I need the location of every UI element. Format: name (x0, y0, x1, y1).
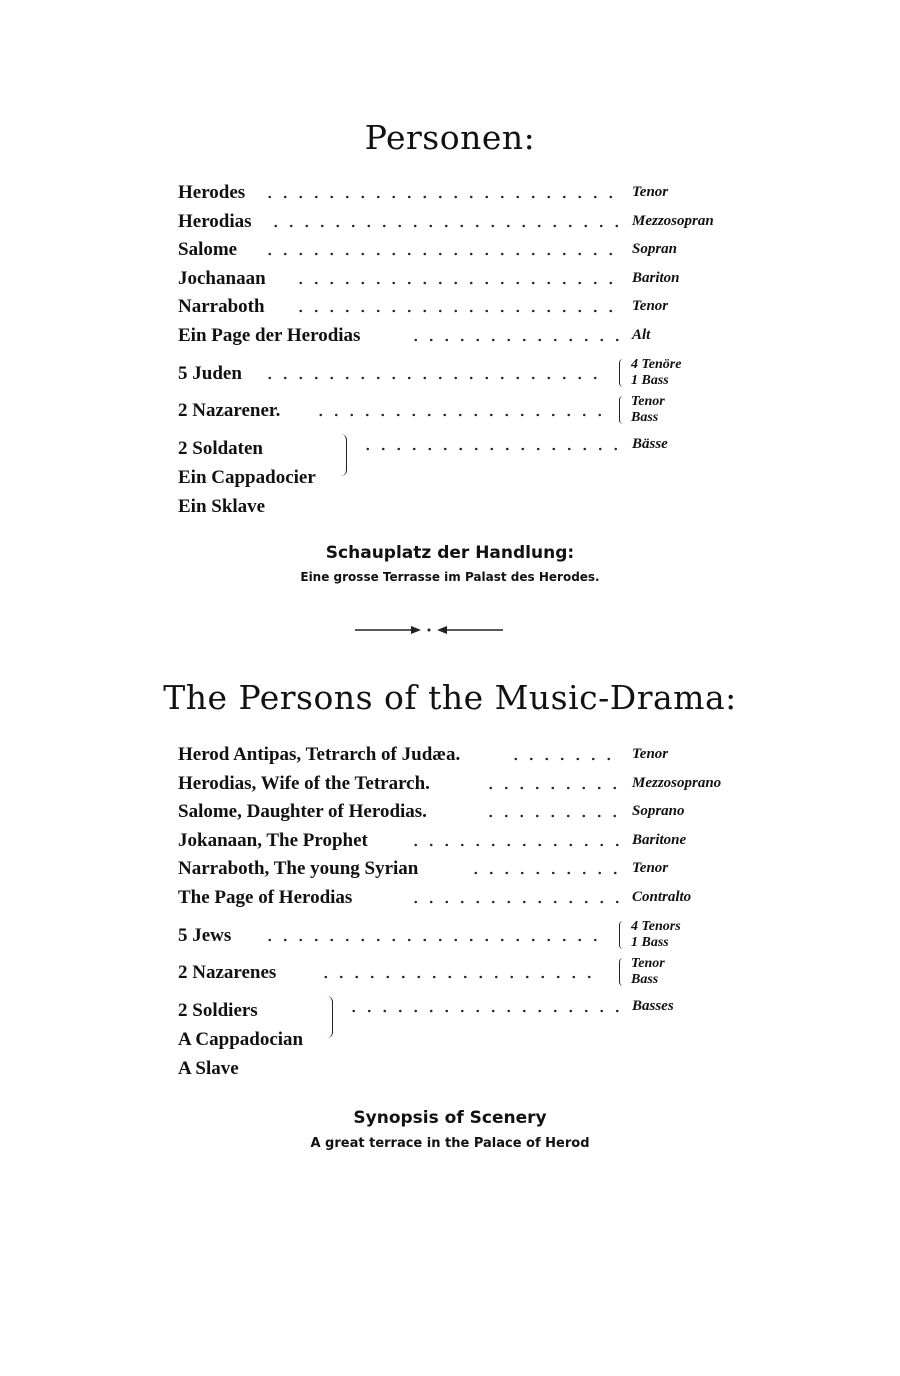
cast-row (178, 885, 778, 914)
cast-row (178, 294, 778, 323)
role-name: 2 Soldaten (178, 434, 778, 463)
dot-leader (468, 870, 622, 876)
voice-type: Baritone (632, 831, 687, 848)
voice-type: Bass (631, 971, 659, 987)
cast-row (178, 771, 778, 800)
english-title: The Persons of the Music-Drama: (163, 678, 737, 717)
cast-row (178, 828, 778, 857)
dot-leader (408, 899, 622, 905)
german-cast-list (178, 180, 778, 521)
role-name: Salome (178, 239, 238, 260)
cast-row (178, 955, 778, 989)
dot-leader (508, 756, 622, 762)
cast-row (178, 323, 778, 352)
dot-leader (408, 842, 622, 848)
scene-text: A great terrace in the Palace of Herod (310, 1136, 590, 1151)
voice-pair (619, 919, 681, 951)
voice-type: Bass (631, 409, 659, 425)
role-name: Ein Page der Herodias (178, 324, 361, 346)
cast-group (178, 996, 778, 1083)
role-name: Jokanaan, The Prophet (178, 829, 368, 851)
dot-leader (293, 308, 622, 314)
dot-leader (293, 280, 622, 286)
dot-leader (483, 785, 622, 791)
cast-row (178, 180, 778, 209)
voice-type: Tenor (631, 955, 665, 971)
voice-type: 1 Bass (631, 373, 669, 388)
role-name: Herodias (178, 210, 252, 232)
scene-heading: Synopsis of Scenery (353, 1108, 547, 1128)
voice-pair (619, 357, 681, 389)
scene-text: Eine grosse Terrasse im Palast des Herodes. (300, 570, 600, 584)
role-name: Herod Antipas, Tetrarch of Judæa. (178, 744, 461, 765)
role-name: Salome, Daughter of Herodias. (178, 801, 427, 822)
role-name: Ein Cappadocier (178, 463, 778, 492)
brace-icon (619, 359, 624, 387)
brace-icon (326, 996, 333, 1038)
voice-type: Mezzosoprano (632, 774, 722, 791)
role-name: The Page of Herodias (178, 886, 353, 908)
voice-type: Tenor (632, 746, 669, 762)
cast-row (178, 919, 778, 952)
dot-leader (346, 1008, 622, 1014)
dot-leader (313, 412, 602, 418)
role-name: 2 Soldiers (178, 996, 778, 1025)
voice-type: Tenor (631, 393, 665, 409)
dot-leader (262, 375, 602, 381)
role-name: 2 Nazarener. (178, 399, 281, 421)
role-name: A Cappadocian (178, 1025, 778, 1054)
voice-type: 4 Tenors (631, 919, 681, 934)
voice-type: Bässe (632, 436, 668, 452)
voice-type: 1 Bass (631, 935, 669, 950)
cast-row (178, 742, 778, 771)
dot-leader (318, 974, 602, 980)
voice-pair (619, 956, 665, 988)
role-name: Herodes (178, 182, 246, 203)
brace-icon (340, 434, 347, 476)
brace-icon (619, 921, 624, 949)
ornament-divider-icon (355, 624, 503, 636)
voice-type: Tenor (632, 860, 669, 876)
role-name: 2 Nazarenes (178, 961, 277, 983)
cast-row (178, 266, 778, 295)
cast-row (178, 856, 778, 885)
cast-row (178, 237, 778, 266)
role-name: Narraboth, The young Syrian (178, 858, 419, 879)
cast-row (178, 357, 778, 390)
german-title: Personen: (364, 118, 536, 157)
voice-type: Tenor (632, 184, 669, 200)
cast-row (178, 393, 778, 427)
voice-type: Bariton (632, 269, 680, 286)
role-name: 5 Jews (178, 925, 232, 946)
dot-leader (262, 194, 622, 200)
role-name: 5 Juden (178, 363, 242, 384)
dot-leader (262, 937, 602, 943)
dot-leader (268, 223, 622, 229)
voice-pair (619, 394, 665, 426)
voice-type: Tenor (632, 298, 669, 314)
dot-leader (360, 446, 622, 452)
brace-icon (619, 958, 624, 986)
cast-row (178, 799, 778, 828)
english-cast-list (178, 742, 778, 1083)
voice-type: Alt (632, 326, 651, 343)
voice-type: Contralto (632, 888, 692, 905)
role-name: Jochanaan (178, 267, 266, 289)
voice-type: 4 Tenöre (631, 357, 682, 372)
role-name: Herodias, Wife of the Tetrarch. (178, 772, 430, 794)
role-name: Narraboth (178, 296, 265, 317)
brace-icon (619, 396, 624, 424)
voice-type: Mezzosopran (632, 212, 714, 229)
role-name: A Slave (178, 1054, 778, 1083)
scene-heading: Schauplatz der Handlung: (325, 543, 575, 563)
voice-type: Basses (632, 998, 674, 1014)
cast-row (178, 209, 778, 238)
voice-type: Soprano (632, 803, 685, 819)
dot-leader (408, 337, 622, 343)
cast-group (178, 434, 778, 521)
dot-leader (262, 251, 622, 257)
role-name: Ein Sklave (178, 492, 778, 521)
dot-leader (483, 813, 622, 819)
voice-type: Sopran (632, 241, 678, 257)
